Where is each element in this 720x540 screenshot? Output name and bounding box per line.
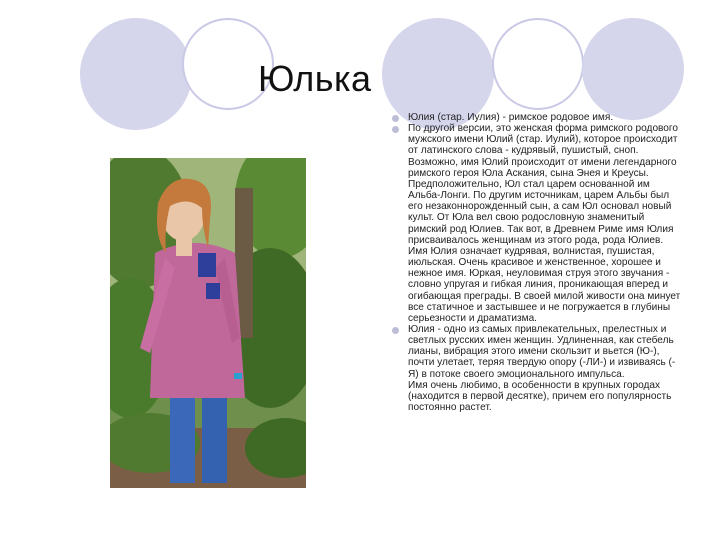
- bullet-paragraph: По другой версии, это женская форма римского родового мужского имени Юлий (стар. Иулий), которое происходит от латинского слова - кудрявый, пушистый, сноп. Возможно, имя Юлий происходит от имени легендарного римского героя Юла Аскания, сына Энея и Креусы. Предположительно, Юл стал царем основанной им Альба-Лонги. По другим источникам, царем Альбы был его незаконнорожденный сын, а сам Юл основал новый культ. От Юла вел свою родословную знаменитый римский род Юлиев. Так вот, в Древнем Риме имя Юлия присваивалось женщинам из этого рода, рода Юлиев.: [408, 123, 678, 246]
- slide-title: Юлька: [258, 58, 372, 99]
- bullet-paragraph: Юлия (стар. Иулия) - римское родовое имя.: [408, 112, 614, 123]
- portrait-photo: [110, 158, 306, 488]
- decor-circle-1: [80, 18, 192, 130]
- bullet-item: [392, 123, 682, 324]
- bullet-paragraph: Имя Юлия означает кудрявая, волнистая, пушистая, июльская. Очень красивое и женственное, хорошее и нежное имя. Юркая, неуловимая струя этого звучания - словно упругая и гибкая линия, проникающая вперед и огибающая преграды. В своей милой живости она минует все статичное и застывшее и не погружается в глубины серьезности и драматизма.: [408, 245, 681, 324]
- bullet-paragraph: Юлия - одно из самых привлекательных, прелестных и светлых русских имен женщин. Удлиненная, как стебель лианы, вибрация этого имени скользит и вьется (Ю-), почти улетает, теряя твердую опору (-ЛИ-) и извиваясь (-Я) в потоке своего эмоционального импульса.: [408, 323, 676, 380]
- bullet-paragraph: Имя очень любимо, в особенности в крупных городах (находится в первой десятке), причем его популярность постоянно растет.: [408, 379, 672, 414]
- portrait-photo-drawing: [110, 158, 306, 488]
- bullet-item: [392, 324, 682, 413]
- bullet-list: [392, 112, 682, 413]
- bullet-item: [392, 112, 682, 123]
- decor-circle-5: [582, 18, 684, 120]
- decor-circle-4: [492, 18, 584, 110]
